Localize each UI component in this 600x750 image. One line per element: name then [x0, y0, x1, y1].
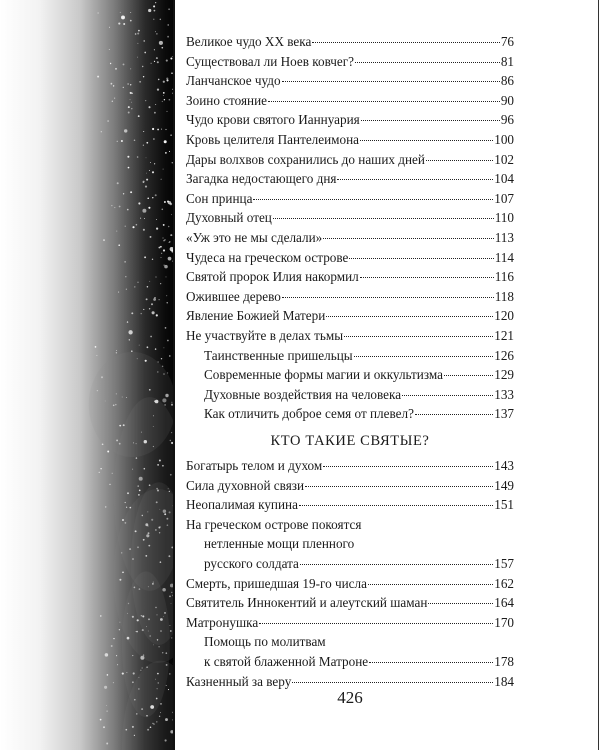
toc-part-2: [186, 456, 514, 691]
toc-subentry: Духовные воздействия на человека 133: [204, 386, 514, 402]
toc-entry-multiline-start: На греческом острове покоятся: [186, 516, 362, 532]
toc-entry: Матронушка 170: [186, 614, 514, 630]
toc-entry: Сила духовной связи 149: [186, 477, 514, 493]
toc-entry-continuation: нетленные мощи пленного: [204, 536, 355, 552]
toc-entry: Ожившее дерево 118: [186, 288, 514, 304]
toc-entry: Чудеса на греческом острове 114: [186, 249, 514, 265]
toc-entry: Чудо крови святого Ианнуария 96: [186, 112, 514, 128]
starfield-image: [0, 0, 178, 750]
toc-entry: Дары волхвов сохранились до наших дней 102: [186, 151, 514, 167]
toc-entry: Существовал ли Ноев ковчег? 81: [186, 53, 514, 69]
toc-entry: Зоино стояние 90: [186, 92, 514, 108]
toc-part-1: [186, 32, 514, 424]
page-number: 426: [337, 688, 363, 707]
toc-entry: Святой пророк Илия накормил 116: [186, 269, 514, 285]
toc-entry: Святитель Иннокентий и алеутский шаман 164: [186, 595, 514, 611]
toc-subentry: Таинственные пришельцы 126: [204, 347, 514, 363]
starfield-margin: [0, 0, 178, 750]
toc-entry: Духовный отец 110: [186, 210, 514, 226]
toc-entry: Казненный за веру 184: [186, 673, 514, 689]
toc-entry: Не участвуйте в делах тьмы 121: [186, 327, 514, 343]
toc-entry: Неопалимая купина 151: [186, 497, 514, 513]
toc-subentry-multiline-start: Помощь по молитвам: [204, 634, 326, 650]
toc-entry: Ланчанское чудо 86: [186, 73, 514, 89]
toc-entry: Богатырь телом и духом 143: [186, 458, 514, 473]
toc-entry: «Уж это не мы сделали» 113: [186, 229, 514, 245]
toc-entry: Великое чудо XX века 76: [186, 34, 514, 49]
toc-entry: Сон принца 107: [186, 190, 514, 206]
toc-subentry: к святой блаженной Матроне 178: [204, 653, 514, 669]
section-heading: КТО ТАКИЕ СВЯТЫЕ?: [270, 433, 430, 449]
toc-entry: Смерть, пришедшая 19-го числа 162: [186, 575, 514, 591]
toc-subentry: Современные формы магии и оккультизма 129: [204, 367, 514, 383]
toc-subentry: Как отличить доброе семя от плевел? 137: [204, 406, 514, 422]
toc-entry: Явление Божией Матери 120: [186, 308, 514, 324]
toc-entry: Кровь целителя Пантелеимона 100: [186, 131, 514, 147]
toc-entry: Загадка недостающего дня 104: [186, 171, 514, 187]
toc-entry-continuation: русского солдата 157: [204, 555, 514, 571]
